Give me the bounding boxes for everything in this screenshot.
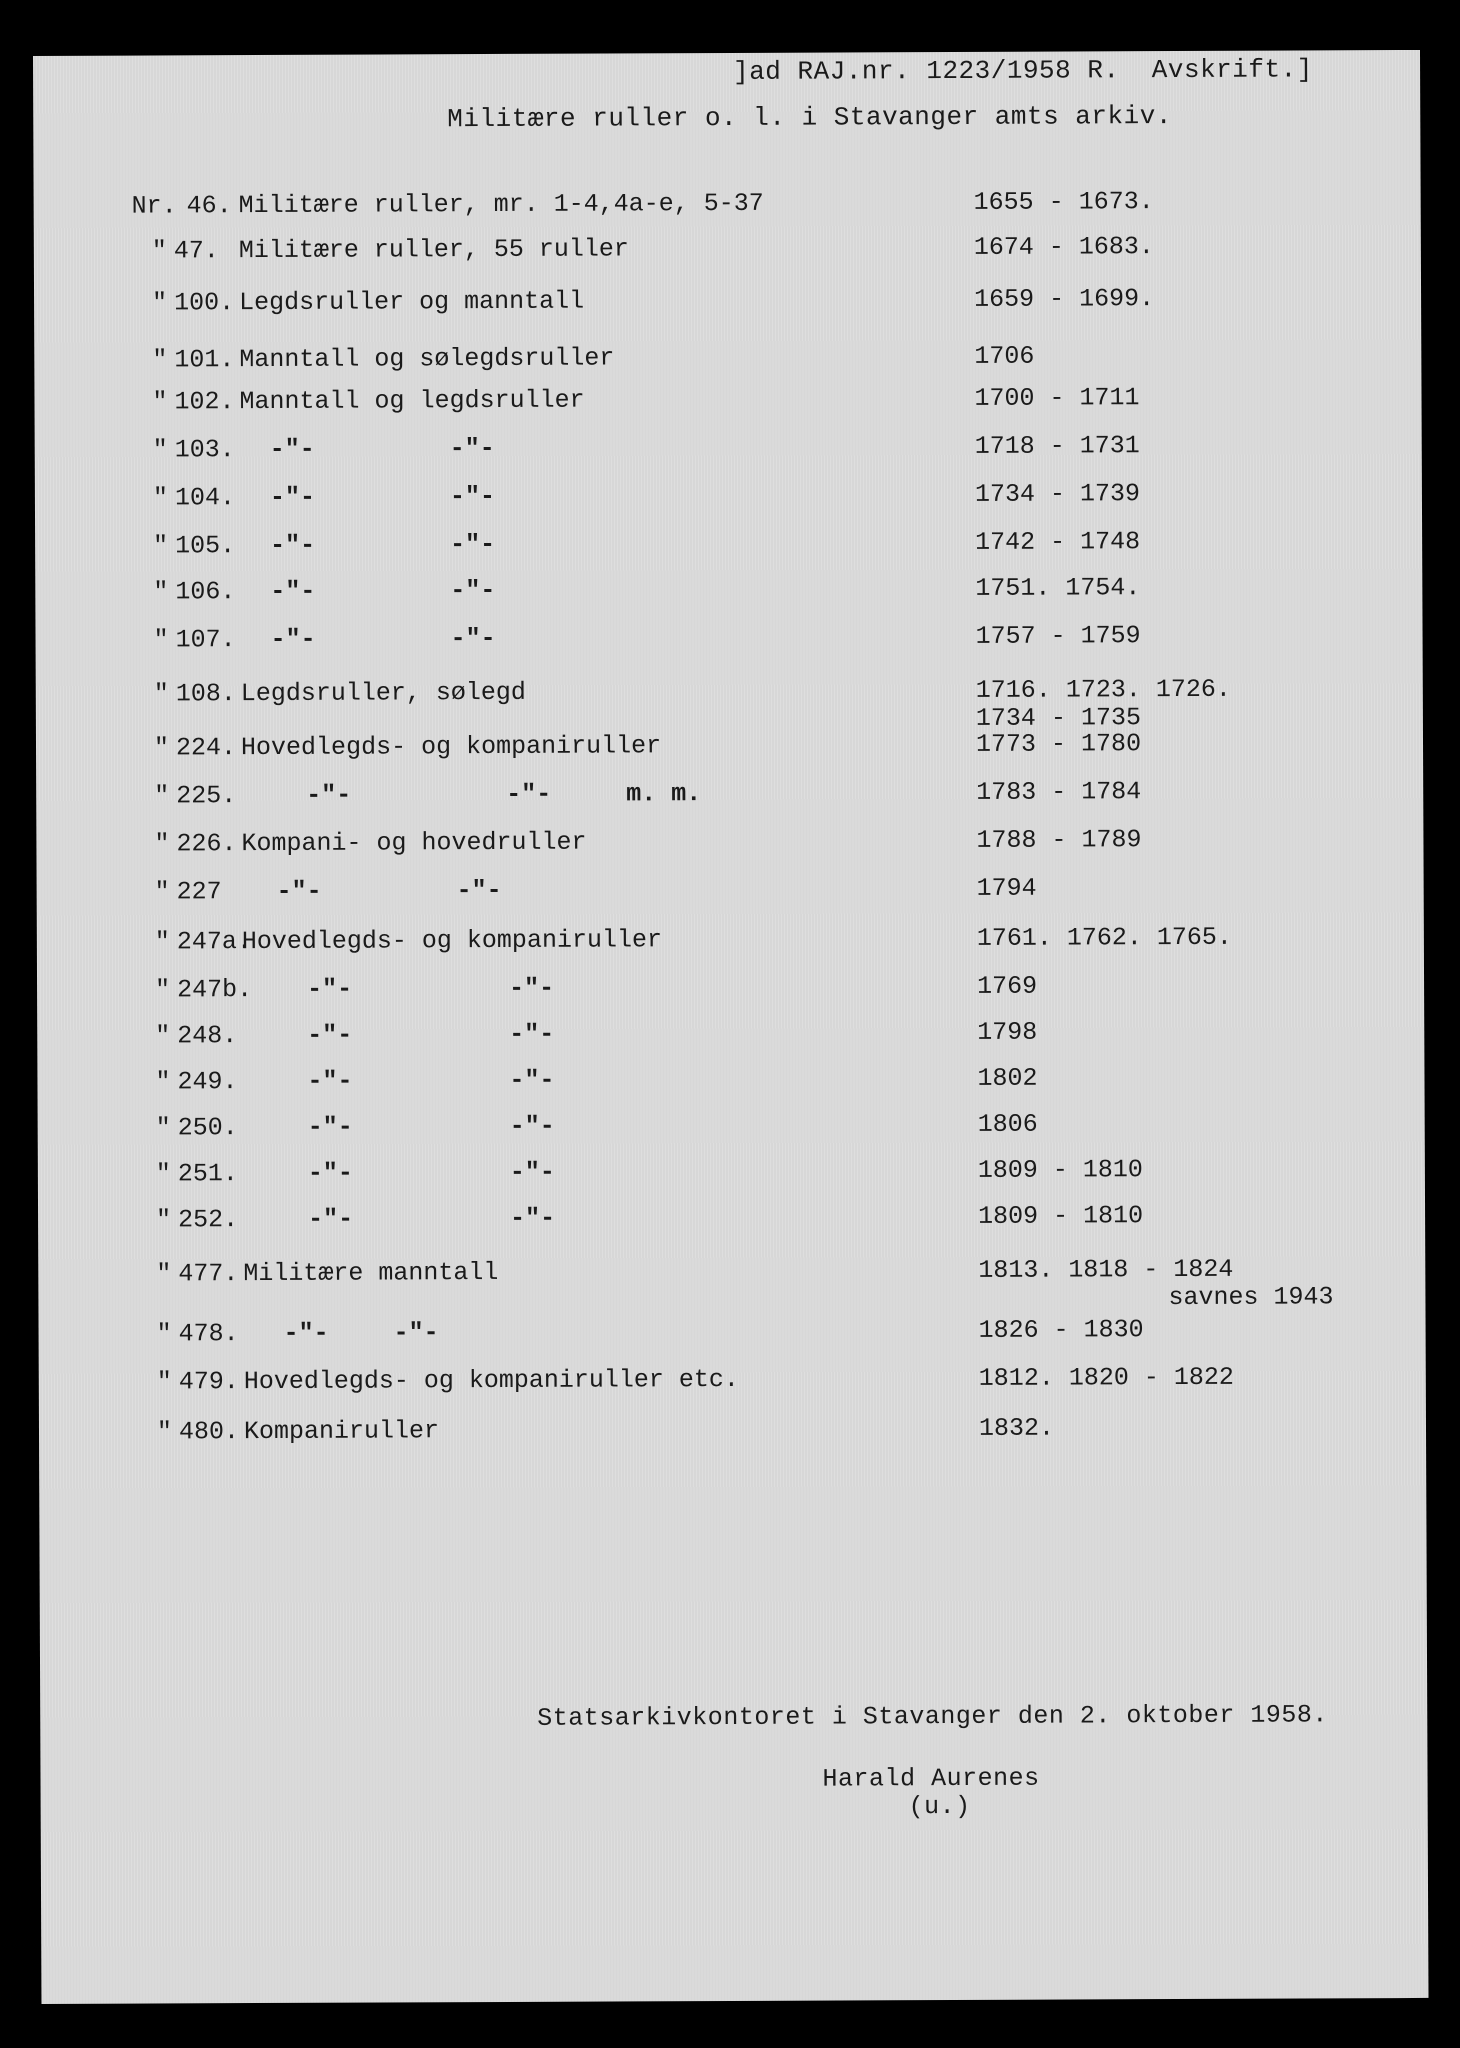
entry-number: 478. (178, 1319, 239, 1349)
entry-description: Hovedlegds- og kompaniruller etc. (243, 1364, 739, 1397)
ditto-mark: -"- (450, 575, 496, 606)
entry-row (34, 186, 1421, 222)
entry-years: 1809 - 1810 (977, 1155, 1143, 1185)
ditto-mark: -"- (510, 1203, 556, 1233)
entry-row (38, 1200, 1425, 1236)
entry-row (34, 283, 1421, 319)
entry-description: Legdsruller, sølegd (240, 677, 526, 709)
entry-row (35, 526, 1422, 562)
entry-prefix: " (154, 877, 170, 907)
entry-description: Manntall og legdsruller (239, 385, 585, 417)
entry-row (38, 1108, 1425, 1144)
entry-years: 1718 - 1731 (974, 431, 1140, 461)
entry-number: 105. (175, 531, 236, 561)
entry-years: 1757 - 1759 (975, 621, 1141, 651)
entry-prefix: " (155, 975, 171, 1005)
ditto-mark: -"- (450, 623, 496, 654)
entry-prefix: " (153, 733, 170, 763)
ditto-mark: -"- (307, 1112, 353, 1142)
entry-number: 227 (176, 877, 222, 907)
ditto-mark: -"- (450, 529, 496, 560)
entry-number: 108. (175, 679, 236, 709)
entry-row (35, 430, 1422, 466)
entry-number: 46. (186, 191, 232, 221)
entry-row (34, 340, 1421, 376)
entry-years: 1783 - 1784 (976, 777, 1142, 807)
ditto-mark: -"- (393, 1318, 439, 1348)
entry-prefix: " (152, 435, 168, 465)
entry-prefix: " (156, 1417, 173, 1447)
entry-prefix: " (151, 236, 167, 266)
entry-number: 101. (174, 345, 235, 375)
ditto-mark: -"- (283, 1318, 329, 1348)
entry-prefix: " (154, 927, 170, 957)
ditto-mark: -"- (308, 1204, 354, 1234)
entry-number: 47. (173, 236, 219, 266)
entry-years: 1813. 1818 - 1824 (978, 1254, 1234, 1285)
entry-prefix: " (156, 1319, 172, 1349)
entry-prefix: " (153, 531, 169, 561)
entry-years: 1674 - 1683. (973, 232, 1154, 262)
entry-prefix: " (155, 1113, 171, 1143)
entry-years: 1812. 1820 - 1822 (978, 1362, 1234, 1393)
ditto-mark: -"- (509, 1157, 555, 1187)
document-page (33, 50, 1428, 2004)
entry-row (36, 824, 1423, 860)
entry-row (34, 231, 1421, 267)
entry-number: 106. (175, 577, 236, 607)
entry-description: Manntall og sølegdsruller (239, 343, 615, 375)
entry-number: 480. (178, 1417, 240, 1447)
entry-row (35, 572, 1422, 608)
ditto-mark: -"- (270, 576, 316, 606)
entry-number: 252. (178, 1205, 239, 1235)
entry-years: 1794 (976, 873, 1037, 903)
ditto-mark: -"- (509, 1019, 555, 1049)
entry-prefix: " (152, 288, 168, 318)
entry-prefix: Nr. (131, 191, 177, 221)
entry-note: savnes 1943 (1168, 1282, 1334, 1313)
entry-extra: m. m. (626, 779, 702, 809)
ditto-mark: -"- (307, 1158, 353, 1188)
entry-description: Kompani- og hovedruller (241, 827, 587, 859)
ditto-mark: -"- (456, 875, 502, 906)
entry-years: 1734 - 1739 (974, 479, 1141, 509)
entry-row (35, 620, 1422, 656)
entry-years: 1769 (977, 971, 1038, 1001)
entry-number: 248. (177, 1021, 238, 1051)
entry-number: 250. (177, 1113, 238, 1143)
ditto-mark: -"- (269, 434, 315, 464)
entry-prefix: " (154, 781, 170, 811)
entry-description: Militære ruller, 55 ruller (238, 234, 629, 266)
entry-years: 1700 - 1711 (974, 383, 1140, 413)
entry-years: 1751. 1754. (975, 573, 1141, 603)
ditto-mark: -"- (269, 482, 316, 512)
entry-row (38, 1254, 1425, 1313)
entry-years: 1716. 1723. 1726. (975, 674, 1231, 705)
document-heading: Militære ruller o. l. i Stavanger amts arkiv. (447, 101, 1172, 135)
entry-number: 247a. (176, 927, 252, 957)
entry-years: 1773 - 1780 (975, 729, 1142, 759)
entry-row (34, 382, 1421, 418)
ditto-mark: -"- (509, 1065, 555, 1095)
entry-prefix: " (153, 625, 169, 655)
ditto-mark: -"- (270, 624, 316, 654)
ditto-mark: -"- (307, 1066, 353, 1096)
entry-number: 104. (174, 483, 236, 513)
entry-years: 1802 (977, 1063, 1038, 1093)
entry-years: 1826 - 1830 (978, 1315, 1144, 1345)
entry-row (37, 970, 1424, 1006)
ditto-mark: -"- (509, 973, 555, 1003)
entry-row (39, 1412, 1426, 1448)
entry-row (37, 1062, 1424, 1098)
entry-years: 1832. (978, 1413, 1055, 1443)
entry-description: Kompaniruller (243, 1416, 440, 1447)
entry-number: 226. (176, 829, 237, 859)
signature-note: (u.) (908, 1791, 971, 1822)
entry-years: 1706 (974, 341, 1035, 371)
entry-prefix: " (152, 345, 168, 375)
entry-row (36, 776, 1423, 812)
entry-description: Hovedlegds- og kompaniruller (240, 731, 662, 763)
entry-years: 1761. 1762. 1765. (976, 922, 1232, 953)
entry-number: 102. (174, 387, 235, 417)
entry-description: Militære manntall (243, 1257, 499, 1289)
entry-row (39, 1362, 1426, 1398)
entry-years: 1659 - 1699. (974, 284, 1155, 314)
entry-number: 479. (178, 1367, 239, 1397)
entry-number: 107. (175, 625, 236, 655)
entry-number: 225. (176, 781, 237, 811)
entry-description: Militære ruller, mr. 1-4,4a-e, 5-37 (238, 188, 764, 221)
reference-line: ]ad RAJ.nr. 1223/1958 R. Avskrift.] (733, 54, 1313, 87)
footer-place-date: Statsarkivkontoret i Stavanger den 2. oktober 1958. (537, 1700, 1328, 1733)
entry-description: Hovedlegds- og kompaniruller (241, 925, 663, 957)
entry-number: 477. (178, 1259, 239, 1289)
entry-number: 100. (174, 288, 235, 318)
entry-prefix: " (155, 1159, 171, 1189)
entry-row (38, 1154, 1425, 1190)
entry-prefix: " (152, 483, 169, 513)
ditto-mark: -"- (506, 779, 552, 809)
entry-prefix: " (155, 1021, 171, 1051)
signature-name: Harald Aurenes (822, 1763, 1040, 1794)
entry-prefix: " (154, 829, 170, 859)
ditto-mark: -"- (509, 1111, 555, 1141)
entry-years: 1798 (977, 1017, 1038, 1047)
entry-prefix: " (156, 1367, 172, 1397)
entry-years: 1788 - 1789 (976, 825, 1142, 855)
entry-row (37, 872, 1424, 908)
entry-row (36, 728, 1423, 764)
entry-number: 249. (177, 1067, 238, 1097)
entry-years: 1806 (977, 1109, 1038, 1139)
entry-years: 1742 - 1748 (975, 527, 1141, 557)
entry-prefix: " (156, 1205, 172, 1235)
entry-years-continued: 1734 - 1735 (975, 703, 1141, 733)
ditto-mark: -"- (276, 876, 322, 906)
entry-row (36, 674, 1423, 733)
entry-prefix: " (156, 1259, 172, 1289)
entry-prefix: " (152, 387, 168, 417)
ditto-mark: -"- (449, 433, 495, 464)
ditto-mark: -"- (307, 1020, 353, 1050)
entry-years: 1655 - 1673. (973, 187, 1154, 217)
entry-description: Legdsruller og manntall (239, 286, 585, 318)
entry-prefix: " (153, 679, 169, 709)
entry-years: 1809 - 1810 (978, 1201, 1144, 1231)
entry-row (37, 1016, 1424, 1052)
entry-prefix: " (155, 1067, 171, 1097)
ditto-mark: -"- (270, 530, 316, 560)
ditto-mark: -"- (306, 780, 352, 810)
ditto-mark: -"- (307, 974, 353, 1004)
ditto-mark: -"- (449, 481, 496, 512)
entry-prefix: " (153, 577, 169, 607)
entry-number: 103. (174, 435, 235, 465)
entry-row (39, 1314, 1426, 1350)
entry-number: 224. (175, 733, 237, 763)
entry-number: 251. (177, 1159, 238, 1189)
entry-row (35, 478, 1422, 514)
entry-number: 247b. (177, 975, 253, 1005)
entry-row (37, 922, 1424, 958)
